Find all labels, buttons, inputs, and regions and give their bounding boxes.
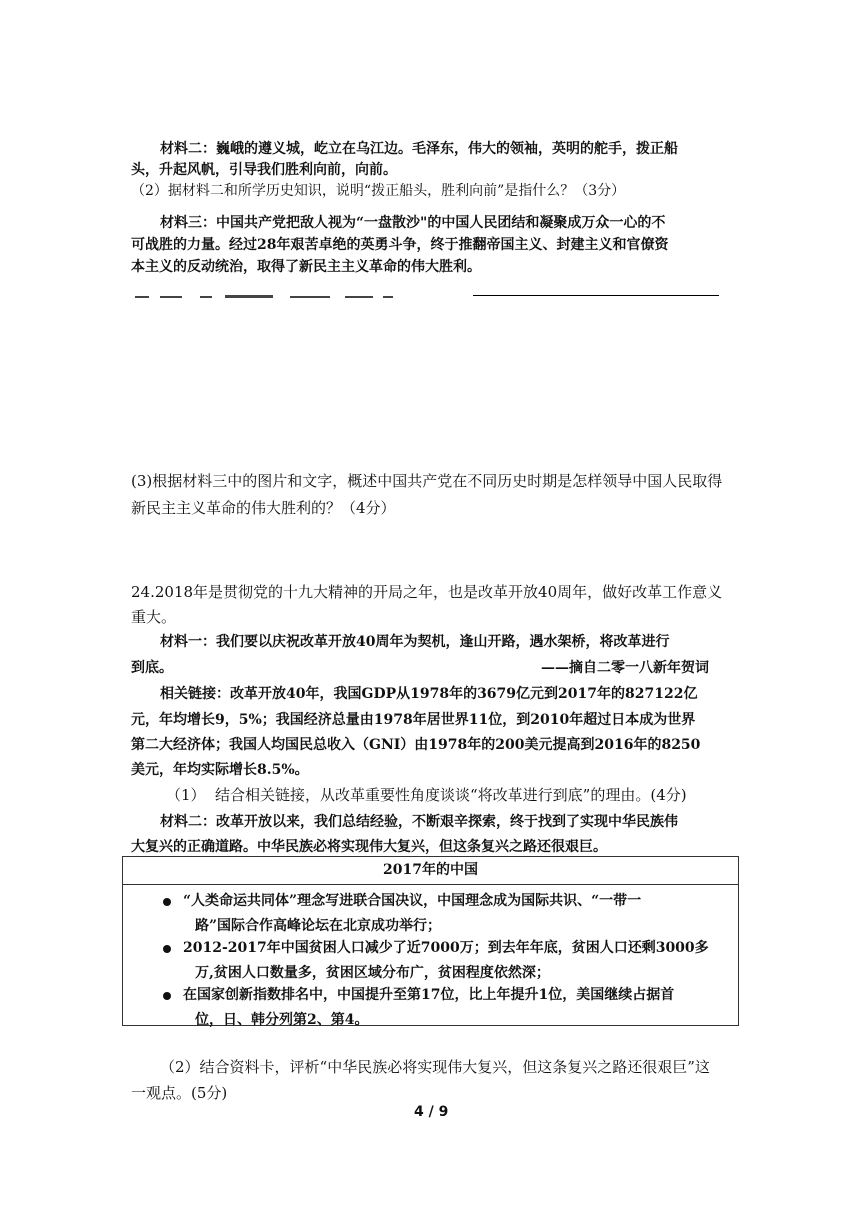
link-line2: 元，年均增长9，5%；我国经济总量由1978年居世界11位，到2010年超过日本成为世界 (131, 712, 696, 728)
question-3-line2: 新民主主义革命的伟大胜利的？（4分） (131, 499, 396, 517)
bullet-icon (163, 992, 171, 1000)
link-line1: 相关链接：改革开放40年，我国GDP从1978年的3679亿元到2017年的827122亿 (160, 686, 698, 702)
material2-line1: 材料二：巍峨的遵义城，屹立在乌江边。毛泽东，伟大的领袖，英明的舵手，拨正船 (160, 141, 678, 157)
question-24-1-number: （1） (166, 786, 206, 804)
question-24-2-line1: （2）结合资料卡，评析“中华民族必将实现伟大复兴，但这条复兴之路还很艰巨”这 (160, 1058, 710, 1076)
question-3-line1: (3)根据材料三中的图片和文字，概述中国共产党在不同历史时期是怎样领导中国人民取得 (131, 472, 723, 490)
link-line4: 美元，年均实际增长8.5%。 (131, 762, 309, 778)
answer-line (473, 295, 719, 296)
question-24-2-line2: 一观点。(5分) (131, 1084, 228, 1102)
link-line3: 第二大经济体；我国人均国民总收入（GNI）由1978年的200美元提高到2016年的8250 (131, 737, 701, 753)
m1-source: ——摘自二零一八新年贺词 (541, 660, 709, 676)
question-24-1-text: 结合相关链接，从改革重要性角度谈谈“将改革进行到底”的理由。(4分) (215, 786, 687, 804)
material3-line1: 材料三：中国共产党把敌人视为“一盘散沙"的中国人民团结和凝聚成万众一心的不 (160, 215, 666, 231)
question-24-line2: 重大。 (131, 608, 177, 626)
m2-line2: 大复兴的正确道路。中华民族必将实现伟大复兴，但这条复兴之路还很艰巨。 (131, 839, 607, 855)
bullet-icon (163, 898, 171, 906)
info-card (122, 856, 739, 1026)
material3-line3: 本主义的反动统治，取得了新民主主义革命的伟大胜利。 (131, 259, 481, 275)
card-bullet3-line2: 位，日、韩分列第2、第4。 (195, 1012, 369, 1028)
question-2: （2）据材料二和所学历史知识，说明“拨正船头，胜利向前”是指什么？（3分） (131, 183, 626, 199)
card-bullet2-line2: 万,贫困人口数量多，贫困区域分布广，贫困程度依然深； (195, 965, 550, 981)
card-body (123, 885, 738, 1028)
page-number: 4 / 9 (414, 1104, 449, 1120)
card-bullet2-line1: 2012-2017年中国贫困人口减少了近7000万；到去年年底，贫困人口还剩3000多 (183, 940, 709, 956)
m2-line1: 材料二：改革开放以来，我们总结经验，不断艰辛探索，终于找到了实现中华民族伟 (160, 814, 678, 830)
card-bullet1-line1: “人类命运共同体”理念写进联合国决议，中国理念成为国际共识、“一带一 (183, 893, 642, 909)
card-title: 2017年的中国 (123, 857, 739, 885)
m1-line1: 材料一：我们要以庆祝改革开放40周年为契机，逢山开路，遇水架桥，将改革进行 (160, 634, 670, 650)
card-bullet1-line2: 路”国际合作高峰论坛在北京成功举行； (195, 918, 442, 934)
material3-line2: 可战胜的力量。经过28年艰苦卓绝的英勇斗争，终于推翻帝国主义、封建主义和官僚资 (131, 237, 669, 253)
m1-line2: 到底。 (131, 660, 173, 676)
question-24-line1: 24.2018年是贯彻党的十九大精神的开局之年，也是改革开放40周年，做好改革工作意义 (131, 583, 723, 601)
card-bullet3-line1: 在国家创新指数排名中，中国提升至第17位，比上年提升1位，美国继续占据首 (183, 987, 675, 1003)
bullet-icon (163, 945, 171, 953)
material2-line2: 头，升起风帆，引导我们胜利向前，向前。 (131, 162, 397, 178)
